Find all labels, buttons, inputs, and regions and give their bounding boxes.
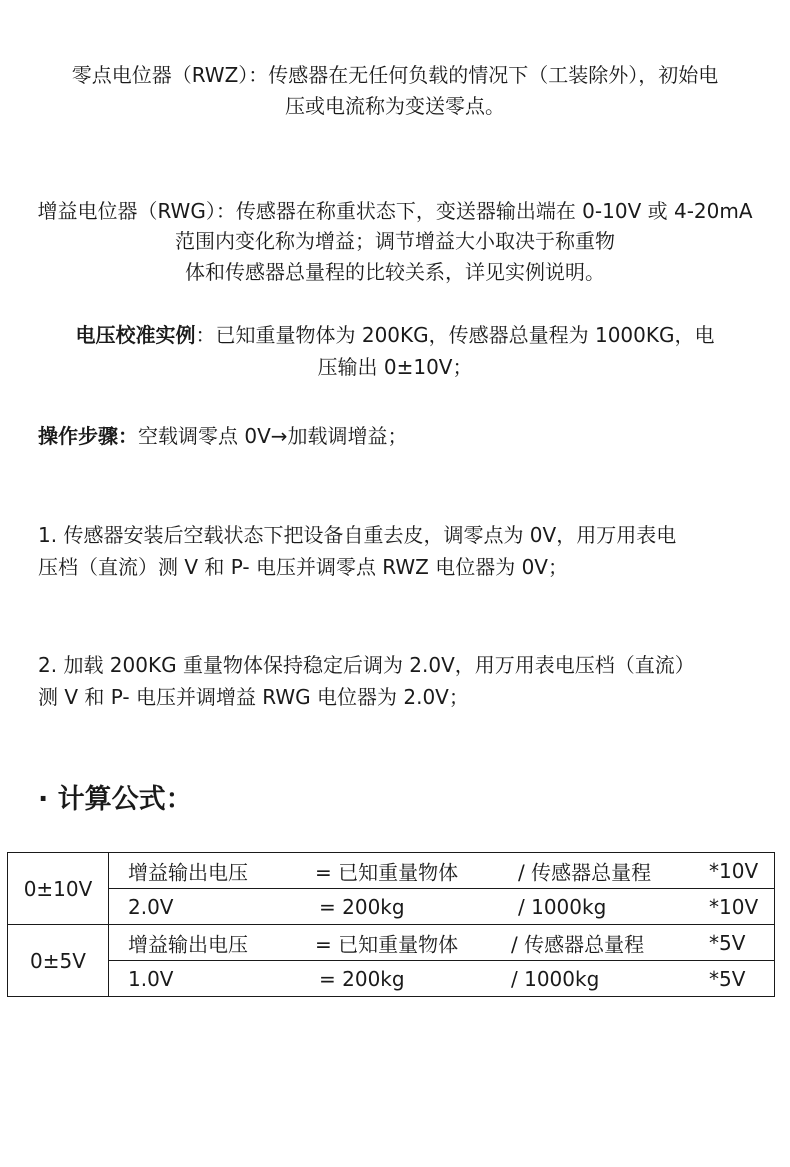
formula-col-4: *5V <box>709 930 746 955</box>
formula-col-1: 增益输出电压 <box>128 860 248 884</box>
formula-row-10v-label <box>109 853 775 889</box>
formula-row-5v-label <box>109 925 775 961</box>
zero-point-text-line-2: 压或电流称为变送零点。 <box>285 94 505 118</box>
formula-col-1: 2.0V <box>128 894 174 919</box>
table-row <box>8 853 775 889</box>
example-line-2: 压输出 0±10V； <box>317 355 473 379</box>
steps-label: 操作步骤： <box>38 424 138 448</box>
gain-text-line-1: 增益电位器（RWG）：传感器在称重状态下，变送器输出端在 0-10V 或 4-20mA <box>37 199 753 223</box>
table-row <box>8 925 775 961</box>
formula-col-4: *10V <box>709 858 759 883</box>
gain-text-line-2: 范围内变化称为增益；调节增益大小取决于称重物 <box>175 229 615 253</box>
table-row <box>8 961 775 997</box>
formula-row-10v-values <box>109 889 775 925</box>
formula-col-4: *10V <box>709 894 759 919</box>
example-line-1-text: ：已知重量物体为 200KG，传感器总量程为 1000KG，电 <box>195 323 715 347</box>
example-label: 电压校准实例 <box>75 323 196 347</box>
formula-col-3: / 传感器总量程 <box>511 932 645 956</box>
formula-col-2: = 已知重量物体 <box>315 932 459 956</box>
step-1-line-1: 1. 传感器安装后空载状态下把设备自重去皮，调零点为 0V，用万用表电 <box>38 523 677 547</box>
range-cell-5v: 0±5V <box>8 925 109 997</box>
formula-col-1: 1.0V <box>128 966 174 991</box>
steps-text: 空载调零点 0V→加载调增益； <box>138 424 408 448</box>
formula-col-2: = 200kg <box>319 894 405 919</box>
steps-line <box>38 421 778 451</box>
formula-heading: · 计算公式： <box>38 784 193 815</box>
example-line-1 <box>0 320 790 350</box>
formula-col-3: / 1000kg <box>511 966 600 991</box>
formula-col-1: 增益输出电压 <box>128 932 248 956</box>
range-cell-10v: 0±10V <box>8 853 109 925</box>
formula-col-4: *5V <box>709 966 746 991</box>
table-row <box>8 889 775 925</box>
step-1-line-2: 压档（直流）测 V 和 P- 电压并调零点 RWZ 电位器为 0V； <box>38 555 568 579</box>
formula-col-3: / 1000kg <box>518 894 607 919</box>
formula-col-3: / 传感器总量程 <box>518 860 652 884</box>
formula-col-2: = 已知重量物体 <box>315 860 459 884</box>
formula-row-5v-values <box>109 961 775 997</box>
step-2-line-2: 测 V 和 P- 电压并调增益 RWG 电位器为 2.0V； <box>38 685 469 709</box>
zero-point-text-line-1: 零点电位器（RWZ）：传感器在无任何负载的情况下（工装除外），初始电 <box>71 63 719 87</box>
step-2-line-1: 2. 加载 200KG 重量物体保持稳定后调为 2.0V，用万用表电压档（直流） <box>38 653 695 677</box>
formula-col-2: = 200kg <box>319 966 405 991</box>
formula-table <box>7 852 775 997</box>
gain-text-line-3: 体和传感器总量程的比较关系，详见实例说明。 <box>185 260 605 284</box>
